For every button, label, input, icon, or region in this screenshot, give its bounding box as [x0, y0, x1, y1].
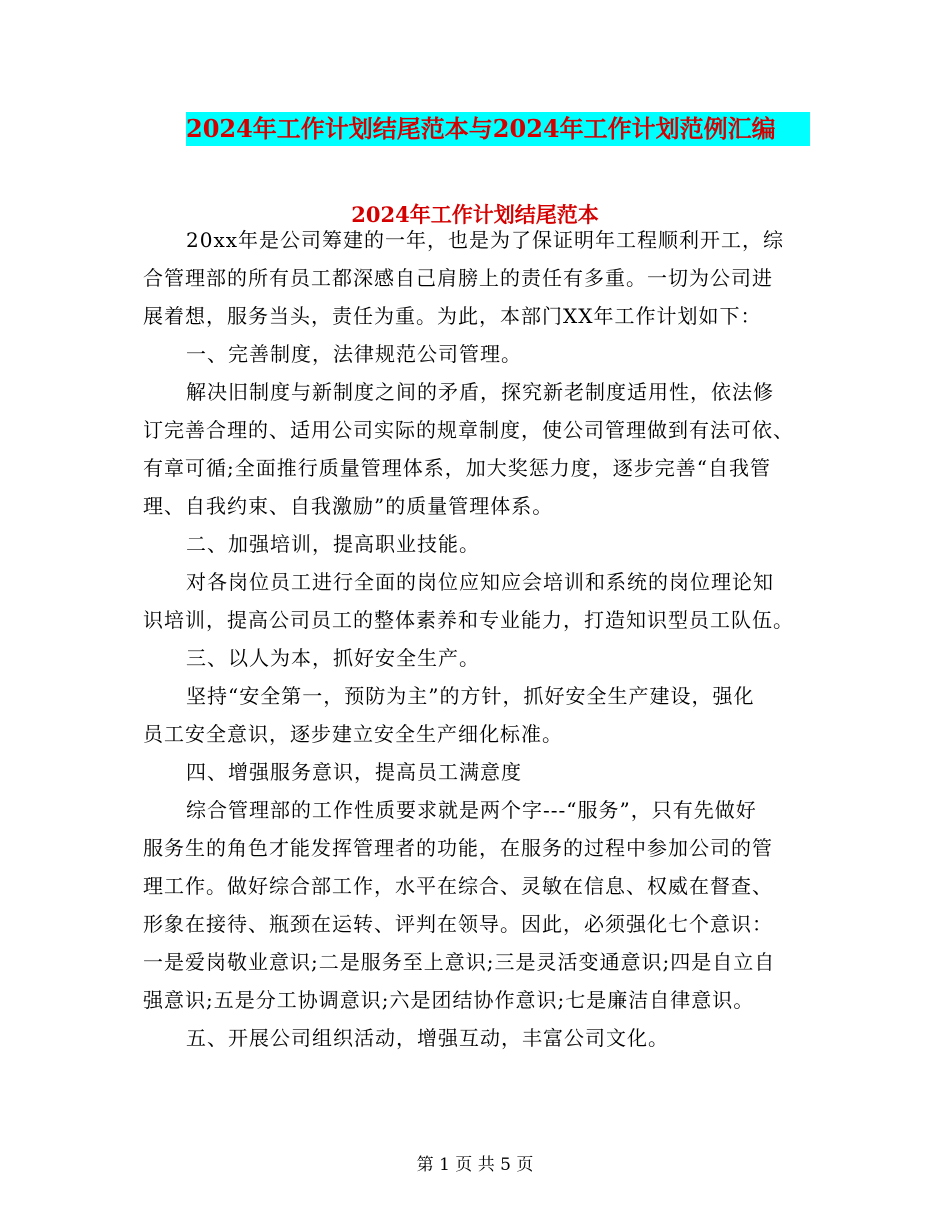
body-line: 服务生的角色才能发挥管理者的功能，在服务的过程中参加公司的管: [143, 836, 773, 860]
body-line: 20xx年是公司筹建的一年，也是为了保证明年工程顺利开工，综: [186, 228, 785, 252]
body-line: 一、完善制度，法律规范公司管理。: [186, 342, 522, 366]
body-line: 四、增强服务意识，提高员工满意度: [186, 760, 522, 784]
body-line: 理工作。做好综合部工作，水平在综合、灵敏在信息、权威在督查、: [143, 874, 773, 898]
body-line: 解决旧制度与新制度之间的矛盾，探究新老制度适用性，依法修: [186, 380, 774, 404]
body-line: 强意识;五是分工协调意识;六是团结协作意识;七是廉洁自律意识。: [143, 988, 755, 1012]
body-line: 形象在接待、瓶颈在运转、评判在领导。因此，必须强化七个意识：: [143, 912, 773, 936]
body-line: 合管理部的所有员工都深感自己肩膀上的责任有多重。一切为公司进: [143, 266, 773, 290]
body-line: 理、自我约束、自我激励”的质量管理体系。: [143, 494, 554, 518]
body-line: 五、开展公司组织活动，增强互动，丰富公司文化。: [186, 1026, 669, 1050]
body-line: 三、以人为本，抓好安全生产。: [186, 646, 480, 670]
body-line: 对各岗位员工进行全面的岗位应知应会培训和系统的岗位理论知: [186, 570, 774, 594]
document-main-title: 2024年工作计划结尾范本与2024年工作计划范例汇编: [186, 112, 810, 146]
body-line: 有章可循;全面推行质量管理体系，加大奖惩力度，逐步完善“自我管: [143, 456, 771, 480]
body-line: 坚持“安全第一，预防为主”的方针，抓好安全生产建设，强化: [186, 684, 755, 708]
body-line: 一是爱岗敬业意识;二是服务至上意识;三是灵活变通意识;四是自立自: [143, 950, 776, 974]
body-line: 识培训，提高公司员工的整体素养和专业能力，打造知识型员工队伍。: [143, 608, 794, 632]
body-line: 展着想，服务当头，责任为重。为此，本部门XX年工作计划如下：: [143, 304, 762, 328]
page-footer: 第 1 页 共 5 页: [416, 1155, 534, 1175]
section-title: 2024年工作计划结尾范本: [351, 202, 599, 227]
body-line: 二、加强培训，提高职业技能。: [186, 532, 480, 556]
body-line: 综合管理部的工作性质要求就是两个字---“服务”，只有先做好: [186, 798, 757, 822]
body-line: 员工安全意识，逐步建立安全生产细化标准。: [143, 722, 563, 746]
body-line: 订完善合理的、适用公司实际的规章制度，使公司管理做到有法可依、: [143, 418, 794, 442]
